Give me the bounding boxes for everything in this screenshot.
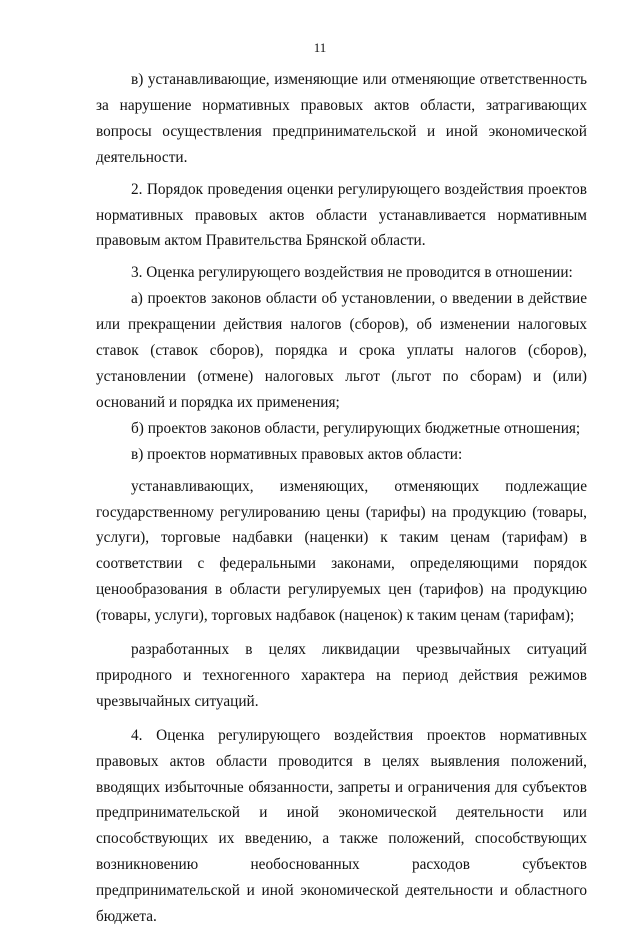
paragraph-emergency: разработанных в целях ликвидации чрезвычайных ситуаций природного и техногенного характера на период действия режимов чрезвычайных ситуаций. (96, 641, 587, 710)
paragraph-3b-budget-laws: б) проектов законов области, регулирующих бюджетные отношения; (131, 419, 581, 437)
page-number: 11 (313, 40, 327, 55)
document-body (96, 67, 587, 930)
paragraph-3v-regional-acts: в) проектов нормативных правовых актов области: (131, 445, 463, 463)
paragraph-2-procedure: 2. Порядок проведения оценки регулирующего воздействия проектов нормативных правовых актов области устанавливается нормативным правовым актом Правительства Брянской области. (96, 180, 587, 250)
paragraph-3v-liability: в) устанавливающие, изменяющие или отменяющие ответственность за нарушение нормативных правовых актов области, затрагивающих вопросы осуществления предпринимательской и иной экономической деятельности. (96, 71, 587, 166)
paragraph-3a-tax-laws: а) проектов законов области об установлении, о введении в действие или прекращении действия налогов (сборов), об изменении налоговых ставок (ставок сборов), порядка и срока уплаты налогов (сборов), установлении (отмене) налоговых льгот (льгот по сборам) и (или) оснований и порядка их применения; (96, 290, 587, 411)
paragraph-3-exclusions: 3. Оценка регулирующего воздействия не проводится в отношении: (131, 264, 573, 282)
paragraph-price-regulation: устанавливающих, изменяющих, отменяющих подлежащие государственному регулированию цены (тарифы) на продукцию (товары, услуги), торговые надбавки (наценки) к таким ценам (тарифам) в соответствии с федеральными законами, определяющими порядок ценообразования в области регулируемых цен (тарифов) на продукцию (товары, услуги), торговых надбавок (наценок) к таким ценам (тарифам); (96, 477, 587, 625)
paragraph-4-purpose: 4. Оценка регулирующего воздействия проектов нормативных правовых актов области проводится в целях выявления положений, вводящих избыточные обязанности, запреты и ограничения для субъектов предпринимательской и иной экономической деятельности или способствующих их введению, а также положений, способствующих возникновению необоснованных расходов субъектов предпринимательской и иной экономической деятельности и областного бюджета. (96, 726, 587, 926)
